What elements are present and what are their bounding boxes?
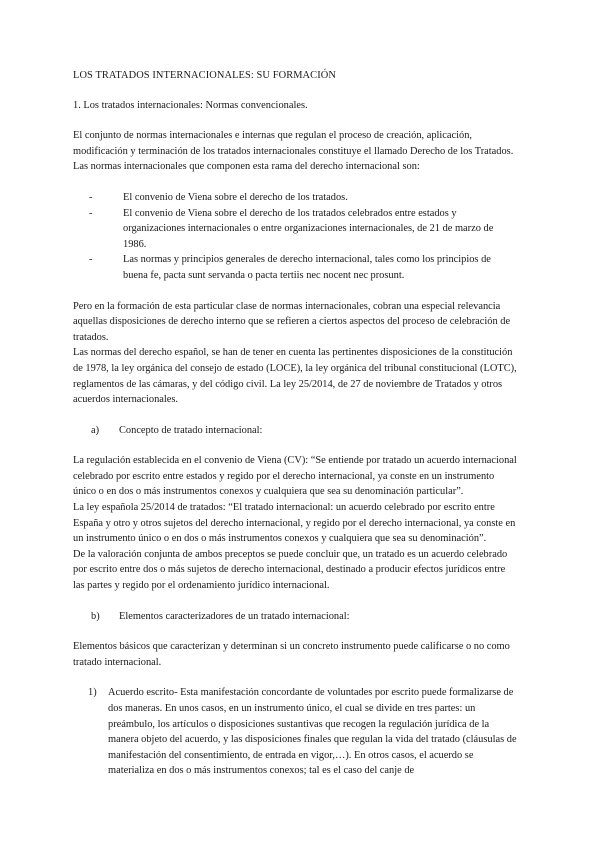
list-item: - Las normas y principios generales de derecho internacional, tales como los principios de buena fe, pacta sunt servanda o pacta tertiis nec nocent nec prosunt. xyxy=(89,252,518,283)
paragraph: De la valoración conjunta de ambos preceptos se puede concluir que, un tratado es un acuerdo celebrado por escrito entre dos o más sujetos de derecho internacional, destinado a producir efectos jurídicos entre las partes y regido por el ordenamiento jurídico internacional. xyxy=(73,548,508,592)
subheading-a xyxy=(91,423,518,439)
paragraph: La regulación establecida en el convenio de Viena (CV): “Se entiende por tratado un acuerdo internacional celebrado por escrito entre estados y regido por el derecho internacional, ya conste en un instrumento único o en dos o más instrumentos conexos y cualquiera que sea su denominación particular”. xyxy=(73,455,517,498)
item-text: Acuerdo escrito- Esta manifestación concordante de voluntades por escrito puede formalizarse de dos maneras. En unos casos, en un instrumento único, el cual se divide en tres partes: un preámbulo, los artículos o disposiciones sustantivas que recogen la regulación jurídica de la manera objeto del acuerdo, y las disposiciones finales que regulan la vida del tratado (cláusulas de manifestación del consentimiento, de entrada en vigor,…). En otros casos, el acuerdo se materializa en dos o más instrumentos conexos; tal es el caso del canje de xyxy=(108,687,517,777)
list-item: - El convenio de Viena sobre el derecho de los tratados. xyxy=(89,190,518,206)
subheading-b xyxy=(91,609,518,625)
subheading-label: a) xyxy=(91,424,100,436)
subheading-text: Elementos caracterizadores de un tratado internacional: xyxy=(119,610,350,622)
document-title: LOS TRATADOS INTERNACIONALES: SU FORMACIÓN xyxy=(73,70,336,81)
paragraph: Las normas del derecho español, se han de tener en cuenta las pertinentes disposiciones de la constitución de 1978, la ley orgánica del consejo de estado (LOCE), la ley orgánica del tribunal constitucional (LOTC), reglamentos de las cámaras, y del código civil. La ley 25/2014, de 27 de noviembre de Tratados y otros acuerdos internacionales. xyxy=(73,347,517,406)
item-label: 1) xyxy=(88,687,97,699)
norms-list xyxy=(73,190,518,284)
paragraph: La ley española 25/2014 de tratados: “El tratado internacional: un acuerdo celebrado por escrito entre España y otro y otros sujetos del derecho internacional, y regido por el derecho internacional, ya conste en un instrumento único o en dos o más instrumentos conexos y cualquiera que sea su denominación”. xyxy=(73,502,516,545)
section-heading: 1. Los tratados internacionales: Normas convencionales. xyxy=(73,99,308,111)
paragraph: Elementos básicos que caracterizan y determinan si un concreto instrumento puede calificarse o no como tratado internacional. xyxy=(73,641,510,668)
intro-paragraph: El conjunto de normas internacionales e internas que regulan el proceso de creación, aplicación, modificación y terminación de los tratados internacionales constituye el llamado Derecho de los Tratados. Las normas internacionales que componen esta rama del derecho internacional son: xyxy=(73,130,514,173)
list-item: - El convenio de Viena sobre el derecho de los tratados celebrados entre estados y organizaciones internacionales o entre organizaciones internacionales, de 21 de marzo de 1986. xyxy=(89,206,518,253)
paragraph: Pero en la formación de esta particular clase de normas internacionales, cobran una especial relevancia aquellas disposiciones de derecho interno que se refieren a ciertos aspectos del proceso de celebración de tratados. xyxy=(73,300,511,343)
numbered-item xyxy=(88,685,518,779)
subheading-text: Concepto de tratado internacional: xyxy=(119,424,263,436)
subheading-label: b) xyxy=(91,610,100,622)
